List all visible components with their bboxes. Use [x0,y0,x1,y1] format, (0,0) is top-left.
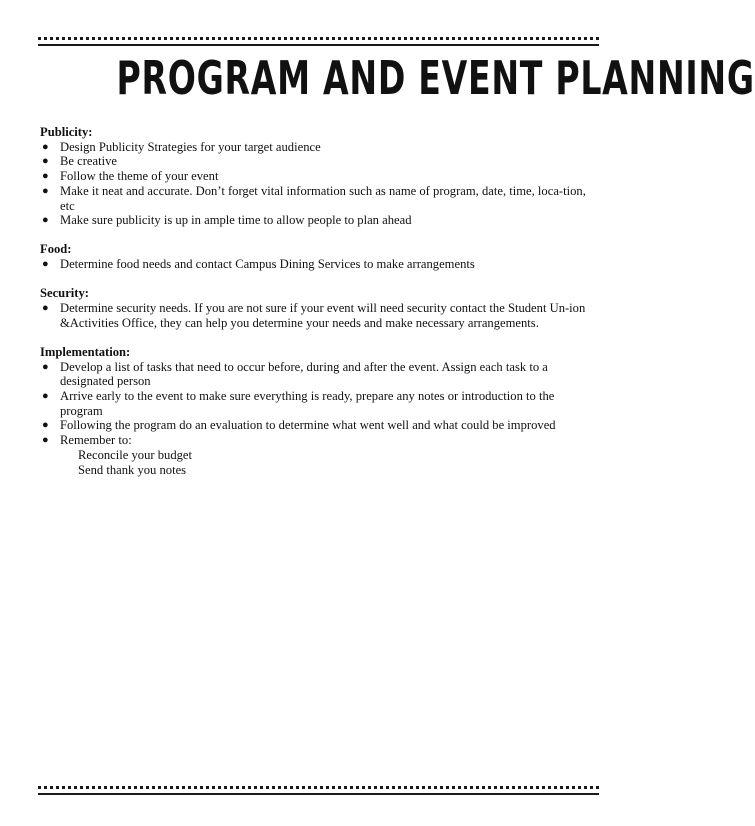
list-item-text: Following the program do an evaluation to determine what went well and what could be improved [60,418,556,433]
list-item-text: Follow the theme of your event [60,169,219,184]
bullet-list [40,257,592,272]
list-item-text: Make sure publicity is up in ample time to allow people to plan ahead [60,213,412,228]
list-item [40,257,592,272]
list-item [40,301,592,330]
bullet-icon: ● [42,140,49,153]
sub-item: Send thank you notes [78,462,187,477]
list-item-text: Make it neat and accurate. Don’t forget vital information such as name of program, date, time, loca-tion, etc [60,183,586,213]
list-item [40,360,592,389]
bullet-icon: ● [42,170,49,183]
list-item [40,154,592,169]
bullet-icon: ● [42,302,49,315]
bullet-icon: ● [42,419,49,432]
section-heading: Implementation: [40,344,131,359]
document-body [40,125,592,492]
list-item-text: Design Publicity Strategies for your target audience [60,139,321,154]
bullet-icon: ● [42,214,49,227]
bullet-list [40,360,592,448]
list-item [40,389,592,418]
page-title: PROGRAM AND EVENT PLANNING [116,51,755,105]
list-item [40,184,592,213]
bullet-icon: ● [42,434,49,447]
bottom-dotted-rule [38,786,599,789]
list-item [40,418,592,433]
top-solid-rule [38,44,599,46]
sub-item: Reconcile your budget [78,447,193,462]
list-item-text: Remember to: [60,433,132,448]
bullet-icon: ● [42,390,49,403]
section-heading: Security: [40,286,89,301]
top-dotted-rule [38,37,599,40]
list-item [40,433,592,448]
list-item-text: Arrive early to the event to make sure everything is ready, prepare any notes or introduction to the program [60,389,555,418]
bullet-list [40,301,592,330]
bullet-icon: ● [42,155,49,168]
list-item-text: Be creative [60,154,117,169]
section-implementation [40,345,592,477]
bottom-solid-rule [38,793,599,795]
section-food [40,242,592,271]
bullet-icon: ● [42,184,49,197]
bullet-icon: ● [42,258,49,271]
list-item-text: Develop a list of tasks that need to occur before, during and after the event. Assign each task to a designated person [60,359,548,389]
list-item-text: Determine food needs and contact Campus Dining Services to make arrangements [60,257,475,272]
section-heading: Food: [40,242,72,257]
bullet-icon: ● [42,360,49,373]
list-item [40,140,592,155]
section-security [40,286,592,330]
section-publicity [40,125,592,228]
bullet-list [40,140,592,228]
list-item [40,213,592,228]
list-item [40,169,592,184]
section-heading: Publicity: [40,125,93,139]
list-item-text: Determine security needs. If you are not sure if your event will need security contact the Student Un-ion &Activities Office, they can help you determine your needs and make necessary arrangements. [60,301,586,330]
